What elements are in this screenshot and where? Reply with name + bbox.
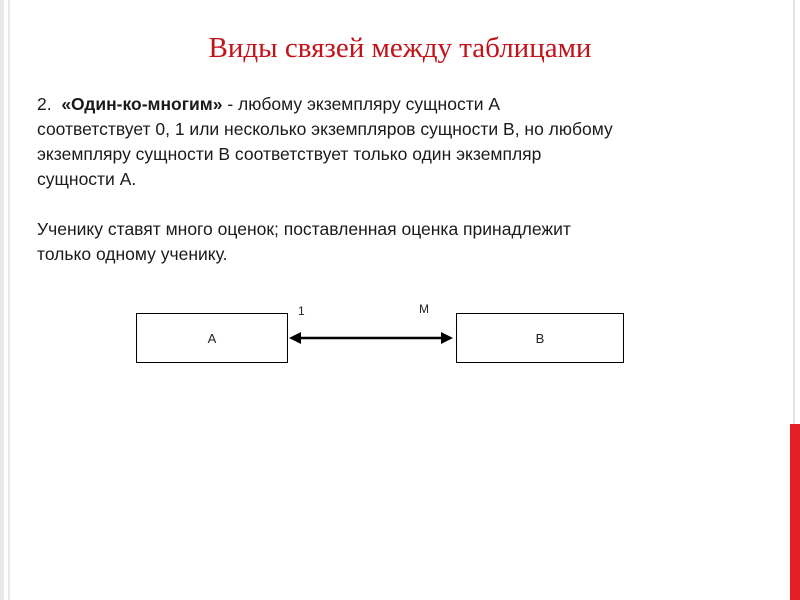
list-number: 2.: [37, 94, 62, 114]
entity-a-label: A: [207, 330, 217, 346]
paragraph-definition-line-3: экземпляру сущности В соответствует только один экземпляр: [37, 144, 542, 164]
paragraph-definition-line-2: соответствует 0, 1 или несколько экземпляров сущности В, но любому: [37, 119, 613, 139]
paragraph-definition-line-4: сущности А.: [37, 169, 137, 189]
paragraph-example-line-1: Ученику ставят много оценок; поставленная оценка принадлежит: [37, 219, 571, 239]
paragraph-example-line-2: только одному ученику.: [37, 244, 228, 264]
arrow-head-left: [289, 332, 301, 344]
cardinality-many-label: M: [419, 302, 429, 316]
relationship-term: «Один-ко-многим»: [61, 94, 223, 114]
cardinality-one-label: 1: [298, 304, 305, 318]
definition-text: - любому экземпляру сущности А: [222, 94, 501, 114]
slide-title: Виды связей между таблицами: [208, 32, 592, 64]
arrow-head-right: [441, 332, 453, 344]
entity-b-label: B: [535, 330, 545, 346]
